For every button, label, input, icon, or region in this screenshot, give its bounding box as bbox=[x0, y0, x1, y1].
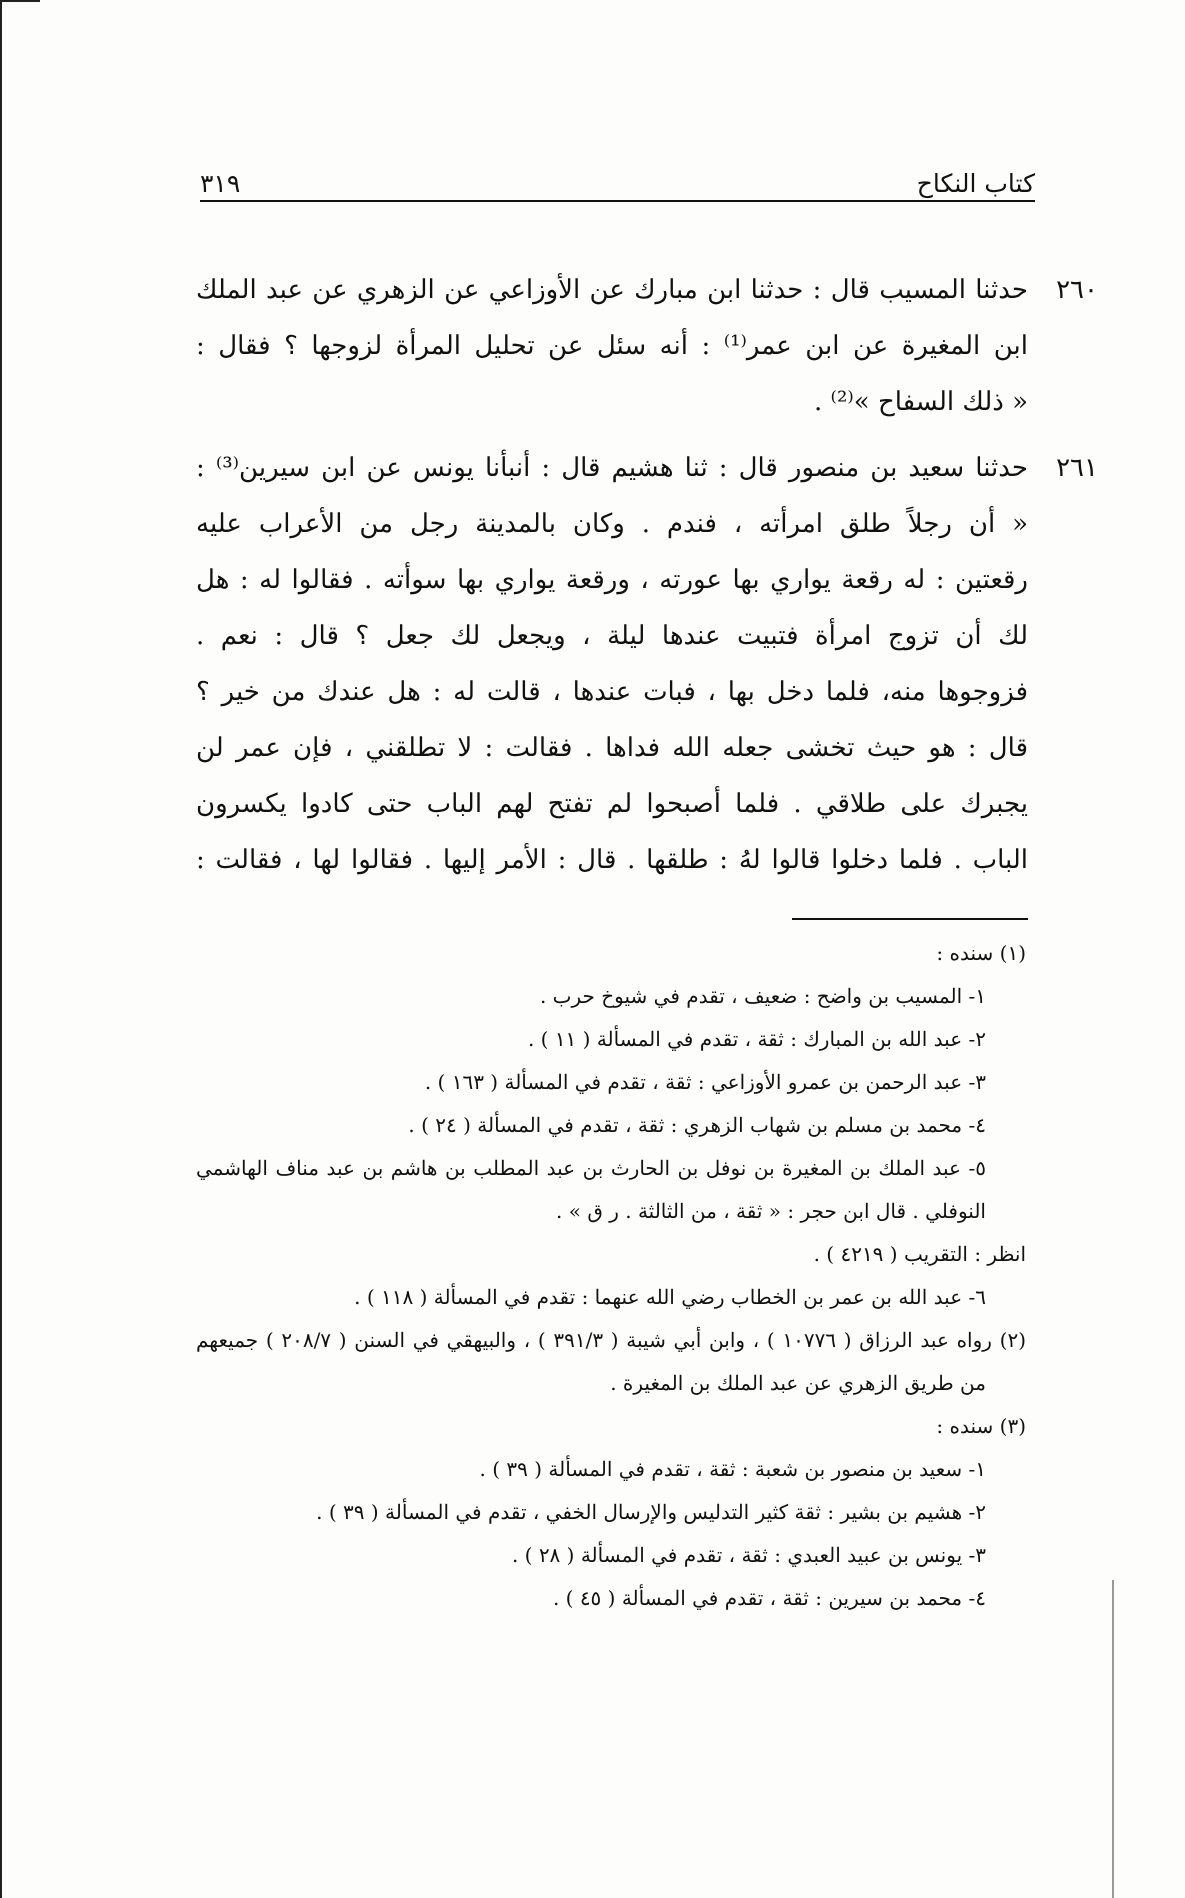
footnote-3-item: ٤- محمد بن سيرين : ثقة ، تقدم في المسألة ( ٤٥ ) . bbox=[552, 1586, 986, 1610]
footnote-separator bbox=[792, 918, 1028, 920]
footnote-1-heading: (١) سنده : bbox=[936, 941, 1026, 965]
footnote-1-item: ٤- محمد بن مسلم بن شهاب الزهري : ثقة ، تقدم في المسألة ( ٢٤ ) . bbox=[408, 1113, 986, 1137]
hadith-line: حدثنا المسيب قال : حدثنا ابن مبارك عن الأوزاعي عن الزهري عن عبد الملك bbox=[196, 275, 1028, 305]
hadith-261 bbox=[196, 440, 1098, 888]
footnote-1-item: ٣- عبد الرحمن بن عمرو الأوزاعي : ثقة ، تقدم في المسألة ( ١٦٣ ) . bbox=[424, 1070, 986, 1094]
footnote-1-item: ١- المسيب بن واضح : ضعيف ، تقدم في شيوخ حرب . bbox=[539, 984, 986, 1008]
footnote-1-item: ٦- عبد الله بن عمر بن الخطاب رضي الله عنهما : تقدم في المسألة ( ١١٨ ) . bbox=[354, 1285, 986, 1309]
hadith-line: « ذلك السفاح »⁽²⁾ . bbox=[814, 387, 1028, 417]
hadith-number: ٢٦١ bbox=[1056, 453, 1098, 483]
footnote-1-item: انظر : التقريب ( ٤٢١٩ ) . bbox=[813, 1242, 1026, 1266]
running-header bbox=[200, 160, 1035, 198]
hadith-line: لك أن تزوج امرأة فتبيت عندها ليلة ، ويجعل لك جعل ؟ قال : نعم . bbox=[196, 621, 1028, 651]
footnote-1-item: ٢- عبد الله بن المبارك : ثقة ، تقدم في المسألة ( ١١ ) . bbox=[527, 1027, 986, 1051]
hadith-line: حدثنا سعيد بن منصور قال : ثنا هشيم قال : أنبأنا يونس عن ابن سيرين⁽³⁾ : bbox=[196, 453, 1028, 483]
footnote-3-item: ١- سعيد بن منصور بن شعبة : ثقة ، تقدم في المسألة ( ٣٩ ) . bbox=[479, 1457, 986, 1481]
scan-border-right bbox=[1112, 1580, 1114, 1898]
scan-border-top bbox=[0, 0, 40, 2]
footnote-2-line: من طريق الزهري عن عبد الملك بن المغيرة . bbox=[610, 1371, 986, 1395]
hadith-line: فزوجوها منه، فلما دخل بها ، فبات عندها ، قالت له : هل عندك من خير ؟ bbox=[196, 677, 1028, 707]
hadith-line: ابن المغيرة عن ابن عمر⁽¹⁾ : أنه سئل عن تحليل المرأة لزوجها ؟ فقال : bbox=[196, 331, 1028, 361]
footnote-1-item: النوفلي . قال ابن حجر : « ثقة ، من الثالثة . ر ق » . bbox=[556, 1199, 986, 1223]
hadith-line: رقعتين : له رقعة يواري بها عورته ، ورقعة يواري بها سوأته . فقالوا له : هل bbox=[196, 565, 1028, 595]
hadith-line: الباب . فلما دخلوا قالوا لهُ : طلقها . قال : الأمر إليها . فقالوا لها ، فقالت : bbox=[196, 845, 1028, 875]
header-rule bbox=[200, 200, 1035, 202]
page-number: ٣١٩ bbox=[200, 169, 241, 198]
footnote-2-line: (٢) رواه عبد الرزاق ( ١٠٧٧٦ ) ، وابن أبي شيبة ( ٣٩١/٣ ) ، والبيهقي في السنن ( ٢٠٨/٧ ) جميعهم bbox=[196, 1328, 1026, 1352]
footnote-1-item: ٥- عبد الملك بن المغيرة بن نوفل بن الحارث بن عبد المطلب بن هاشم بن عبد مناف الهاشمي bbox=[196, 1156, 986, 1180]
hadith-line: قال : هو حيث تخشى جعله الله فداها . فقالت : لا تطلقني ، فإن عمر لن bbox=[196, 733, 1028, 763]
hadith-number: ٢٦٠ bbox=[1056, 275, 1098, 305]
footnotes bbox=[196, 932, 1026, 1620]
footnote-3-item: ٣- يونس بن عبيد العبدي : ثقة ، تقدم في المسألة ( ٢٨ ) . bbox=[511, 1543, 986, 1567]
hadith-260 bbox=[196, 262, 1098, 430]
book-title: كتاب النكاح bbox=[916, 169, 1035, 198]
footnote-3-item: ٢- هشيم بن بشير : ثقة كثير التدليس والإرسال الخفي ، تقدم في المسألة ( ٣٩ ) . bbox=[316, 1500, 986, 1524]
hadith-line: « أن رجلاً طلق امرأته ، فندم . وكان بالمدينة رجل من الأعراب عليه bbox=[196, 509, 1028, 539]
footnote-3-heading: (٣) سنده : bbox=[936, 1414, 1026, 1438]
hadith-line: يجبرك على طلاقي . فلما أصبحوا لم تفتح لهم الباب حتى كادوا يكسرون bbox=[196, 789, 1028, 819]
scan-border-left bbox=[0, 0, 2, 1898]
